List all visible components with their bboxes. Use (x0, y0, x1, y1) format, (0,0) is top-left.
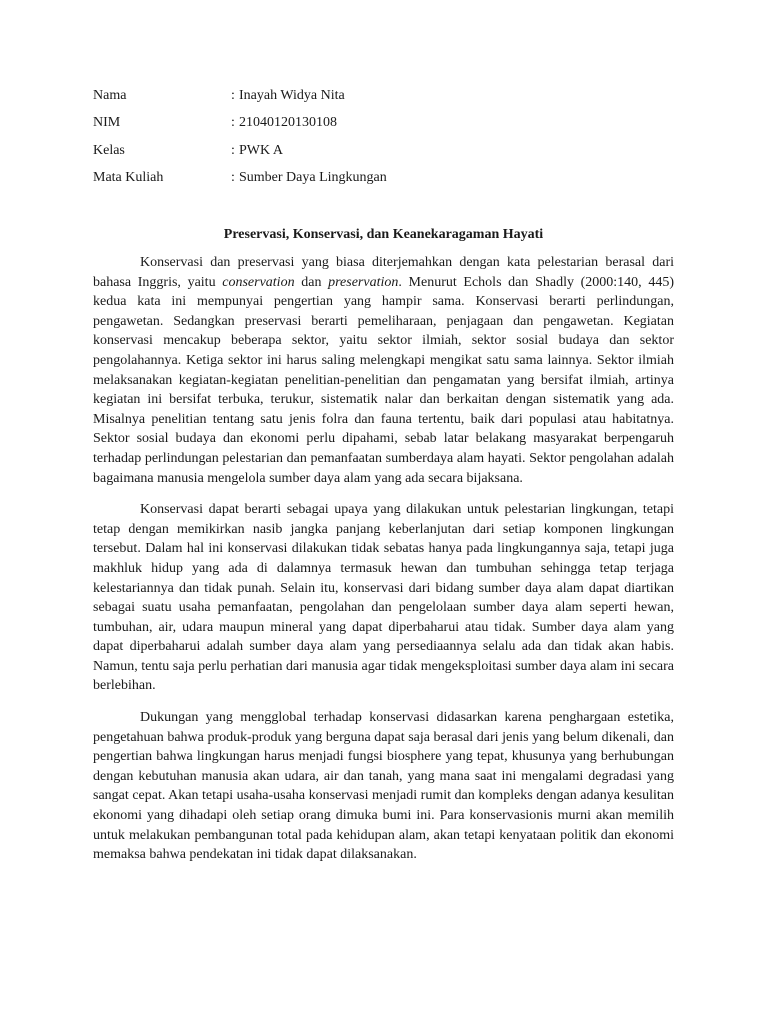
term-preservation: preservation (328, 274, 399, 290)
info-value: Sumber Daya Lingkungan (239, 169, 387, 185)
document-title: Preservasi, Konservasi, dan Keanekaragaman Hayati (223, 227, 544, 242)
paragraph-1-text-b: dan (294, 274, 329, 290)
info-value: Inayah Widya Nita (239, 88, 345, 103)
info-label: NIM (93, 115, 121, 131)
paragraph-1 (93, 253, 674, 488)
info-colon: : (231, 169, 235, 185)
info-label: Mata Kuliah (93, 169, 164, 185)
paragraph-1-text-a: Konservasi dan preservasi yang biasa diterjemahkan dengan kata pelestarian berasal dari bahasa Inggris, yaitu (93, 255, 674, 290)
info-label: Kelas (93, 142, 125, 158)
info-row-nim (93, 113, 673, 140)
info-row-mata-kuliah (93, 168, 673, 195)
info-row-kelas (93, 141, 673, 168)
info-value: PWK A (239, 142, 283, 158)
student-info-block (93, 86, 673, 195)
paragraph-2: Konservasi dapat berarti sebagai upaya yang dilakukan untuk pelestarian lingkungan, tetapi tetap dengan memikirkan nasib jangka panjang keberlanjutan dari setiap komponen lingkungan tersebut. Dalam hal ini konservasi dilakukan tidak sebatas hanya pada lingkungannya saja, tetapi juga makhluk hidup yang ada di dalamnya termasuk hewan dan tumbuhan sehingga tetap terjaga kelestariannya dan tidak punah. Selain itu, konservasi dari bidang sumber daya alam dapat diartikan sebagai suatu usaha pemanfaatan, pengolahan dan pengelolaan sumber daya alam seperti hewan, tumbuhan, air, udara maupun mineral yang dapat diperbaharui atau tidak. Sumber daya alam yang dapat diperbaharui adalah sumber daya alam yang persediaannya selalu ada dan tidak akan habis. Namun, tentu saja perlu perhatian dari manusia agar tidak mengeksploitasi sumber daya alam ini secara berlebihan. (93, 502, 674, 694)
info-value: 21040120130108 (239, 115, 337, 131)
info-colon: : (231, 88, 235, 103)
paragraph-3: Dukungan yang mengglobal terhadap konservasi didasarkan karena penghargaan estetika, pengetahuan bahwa produk-produk yang berguna dapat saja berasal dari jenis yang belum dikenali, dan pengertian bahwa lingkungan harus menjadi fungsi biosphere yang tepat, khusunya yang berhubungan dengan kebutuhan manusia akan udara, air dan tanah, yang mana saat ini mengalami degradasi yang sangat cepat. Akan tetapi usaha-usaha konservasi menjadi rumit dan kompleks dengan adanya kesulitan ekonomi yang dihadapi oleh setiap orang dimuka bumi ini. Para konservasionis murni akan memilih untuk melakukan pembangunan total pada kehidupan alam, akan tetapi kenyataan politik dan ekonomi memaksa bahwa pendekatan ini tidak dapat dilaksanakan. (93, 710, 674, 863)
paragraph-1-text-c: . Menurut Echols dan Shadly (2000:140, 445) kedua kata ini mempunyai pengertian yang hampir sama. Konservasi berarti perlindungan, pengawetan. Sedangkan preservasi berarti pemeliharaan, penjagaan dan pengawetan. Kegiatan konservasi mencakup beberapa sektor, yaitu sektor ilmiah, sektor sosial budaya dan sektor pengolahannya. Ketiga sektor ini harus saling melengkapi mengikat satu sama lainnya. Sektor ilmiah melaksanakan kegiatan-kegiatan penelitian-penelitian dan pengamatan yang bersifat ilmiah, artinya kegiatan ini bersifat terbuka, terukur, sistematik nalar dan berkaitan dengan sistematik yang ada. Misalnya penelitian tentang satu jenis folra dan fauna tertentu, baik dari populasi atau habitatnya. Sektor sosial budaya dan ekonomi perlu dipahami, sebab latar belakang masyarakat berpengaruh terhadap perlindungan pelestarian dan pemanfaatan sumberdaya alam hayati. Sektor pengolahan adalah bagaimana manusia mengelola sumber daya alam yang ada secara bijaksana. (93, 274, 674, 486)
info-colon: : (231, 142, 235, 158)
info-row-nama (93, 86, 673, 113)
info-label: Nama (93, 88, 127, 103)
term-conservation: conservation (222, 274, 295, 290)
info-colon: : (231, 115, 235, 131)
document-body (93, 253, 674, 865)
